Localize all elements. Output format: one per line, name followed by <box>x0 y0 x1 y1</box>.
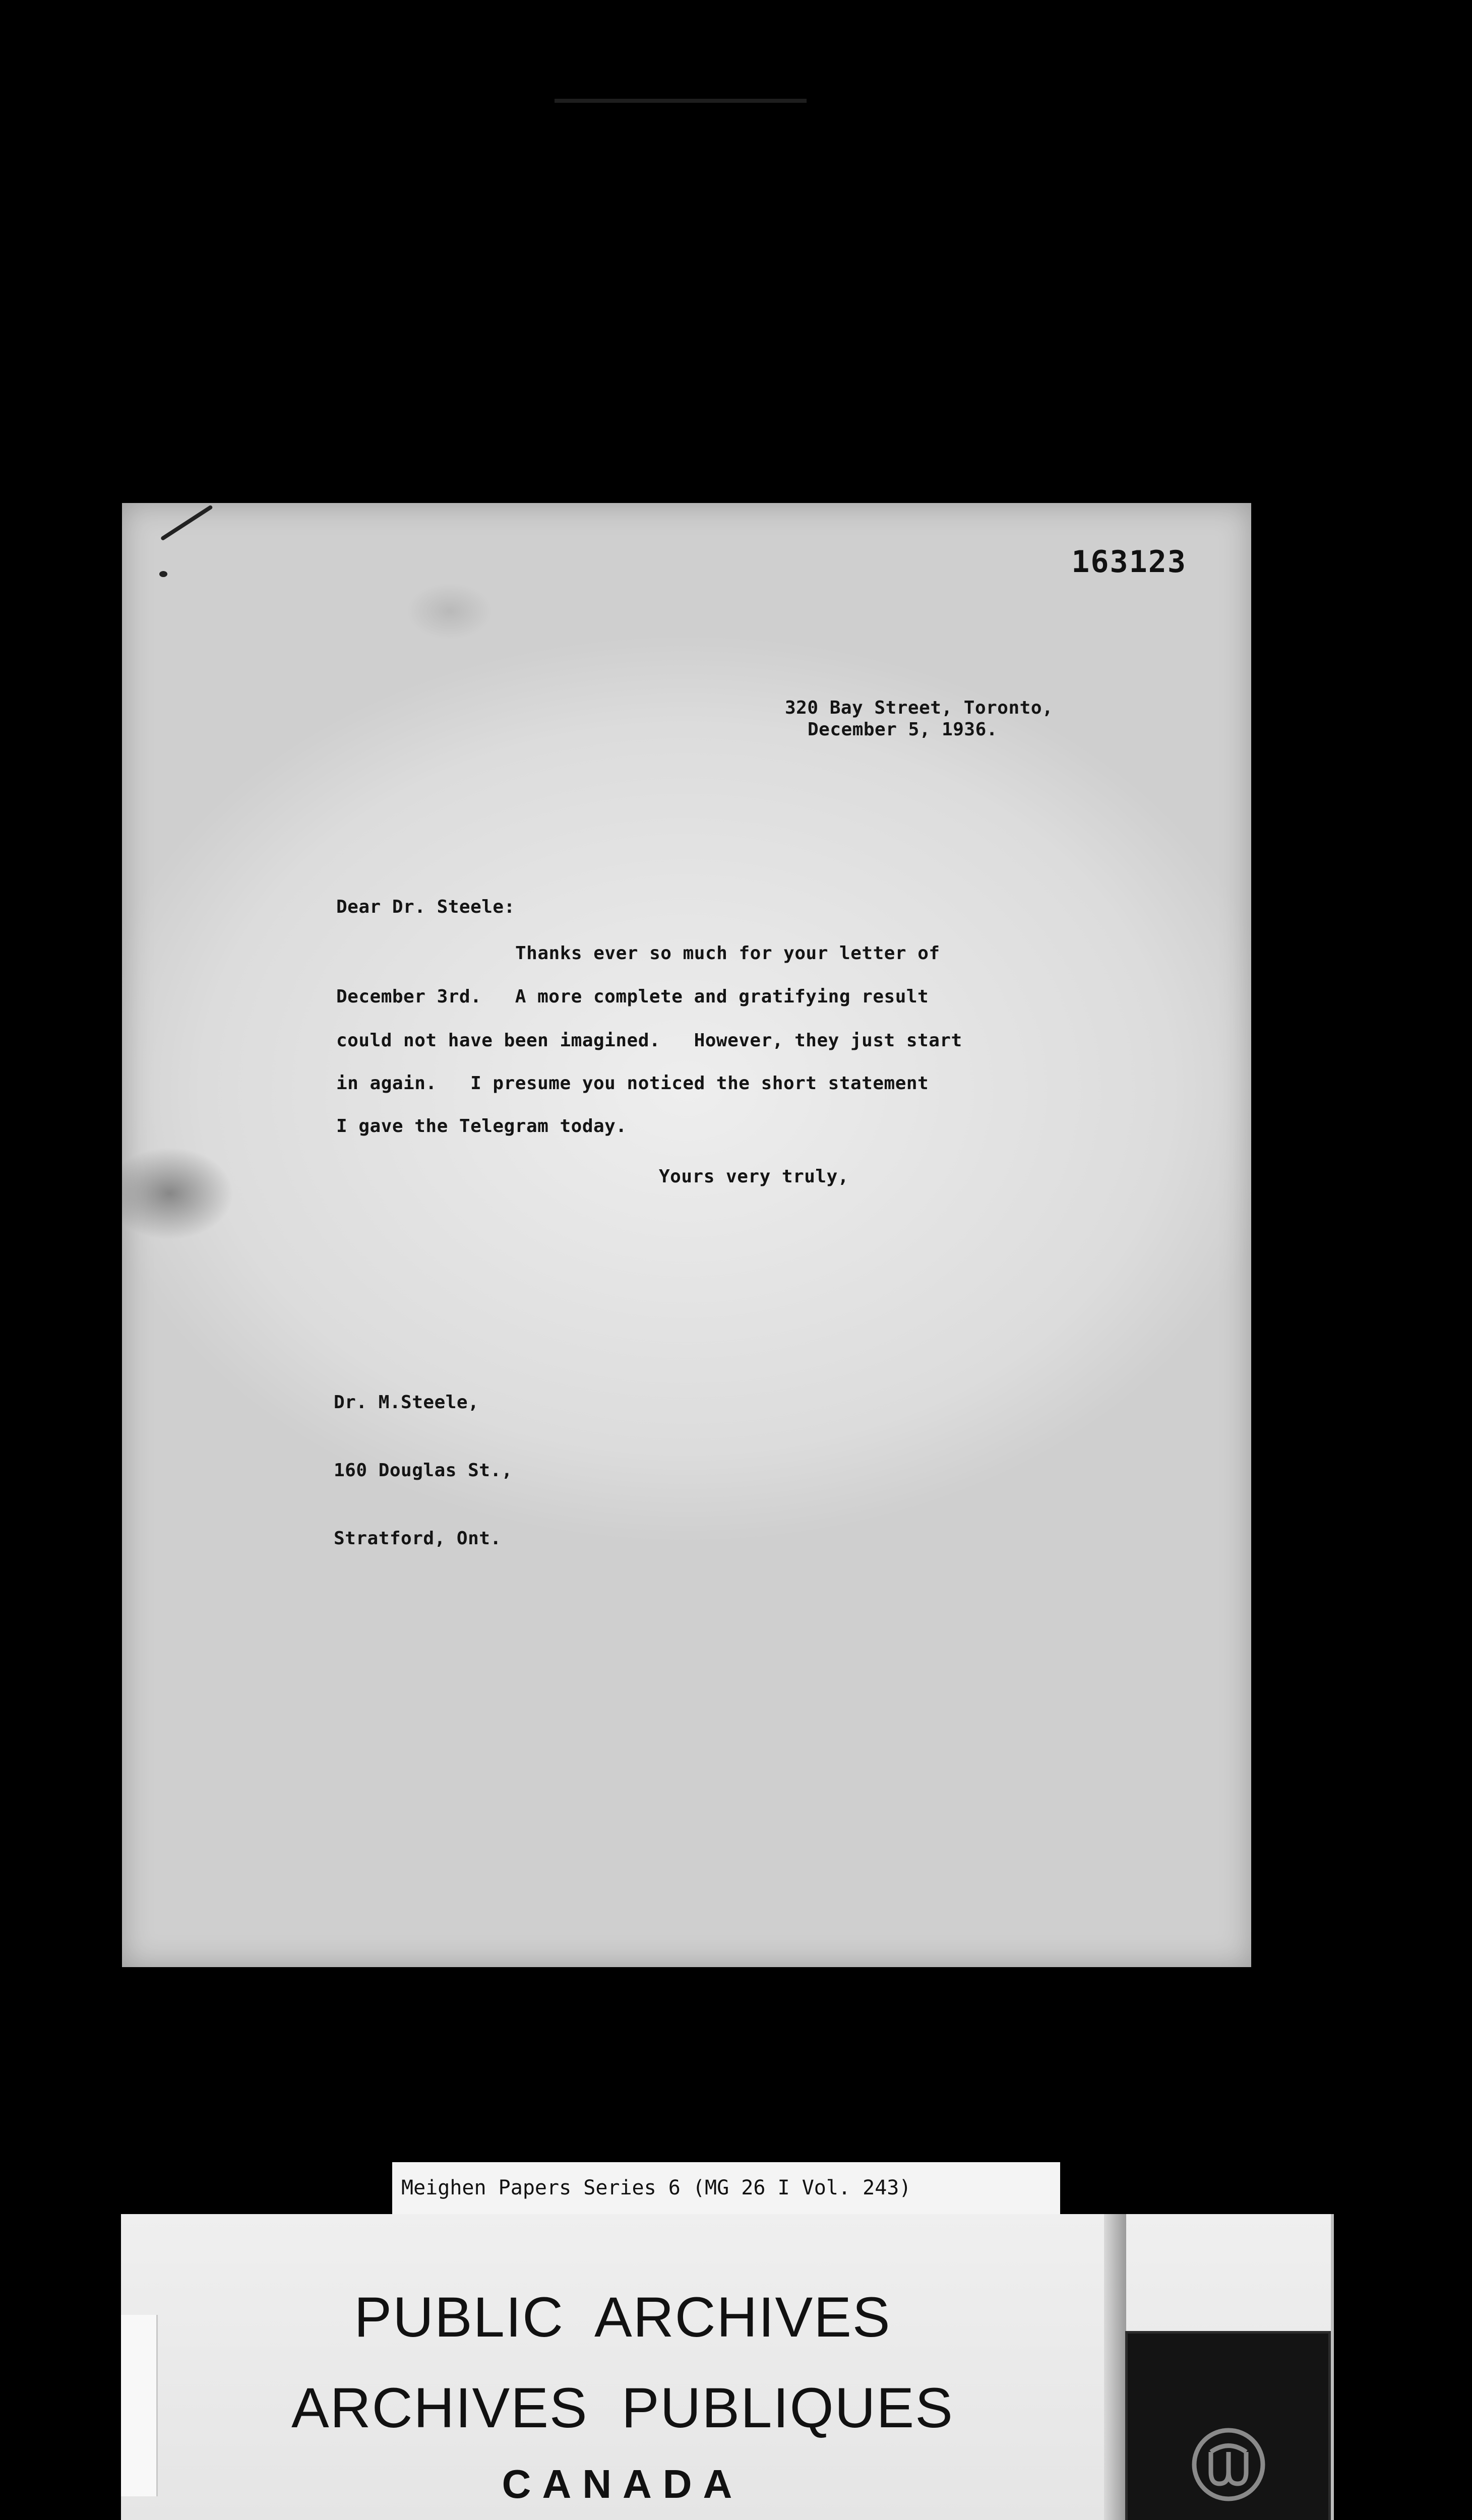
archive-country: CANADA <box>502 2462 744 2506</box>
salutation: Dear Dr. Steele: <box>336 897 515 917</box>
archives-logo-box <box>1125 2331 1331 2520</box>
recipient-address <box>334 1346 513 1595</box>
caption-text: Meighen Papers Series 6 (MG 26 I Vol. 243) <box>401 2176 911 2199</box>
sender-address-line-1: 320 Bay Street, Toronto, <box>785 698 1054 718</box>
body-line-2: December 3rd. A more complete and gratifying result <box>336 986 929 1007</box>
recipient-line-2: 160 Douglas St., <box>334 1460 513 1481</box>
recipient-line-1: Dr. M.Steele, <box>334 1392 479 1413</box>
document-number: 163123 <box>1071 544 1187 580</box>
card-fold-shadow <box>1104 2214 1126 2520</box>
archive-title-english: PUBLIC ARCHIVES <box>354 2286 891 2349</box>
archives-emblem-icon <box>1188 2424 1269 2505</box>
body-line-3: could not have been imagined. However, they just start <box>336 1030 962 1051</box>
caption-label <box>392 2162 1060 2218</box>
closing: Yours very truly, <box>659 1166 849 1187</box>
ink-dot-mark <box>159 571 167 577</box>
pen-stroke-mark <box>160 505 213 541</box>
archive-title-french: ARCHIVES PUBLIQUES <box>291 2376 954 2439</box>
body-line-1: Thanks ever so much for your letter of <box>515 943 940 964</box>
scan-edge-mark <box>555 99 807 103</box>
letter-date: December 5, 1936. <box>808 719 998 740</box>
body-line-4: in again. I presume you noticed the short statement <box>336 1073 929 1094</box>
recipient-line-3: Stratford, Ont. <box>334 1528 502 1549</box>
letter-page <box>122 503 1251 1967</box>
body-line-5: I gave the Telegram today. <box>336 1116 627 1137</box>
